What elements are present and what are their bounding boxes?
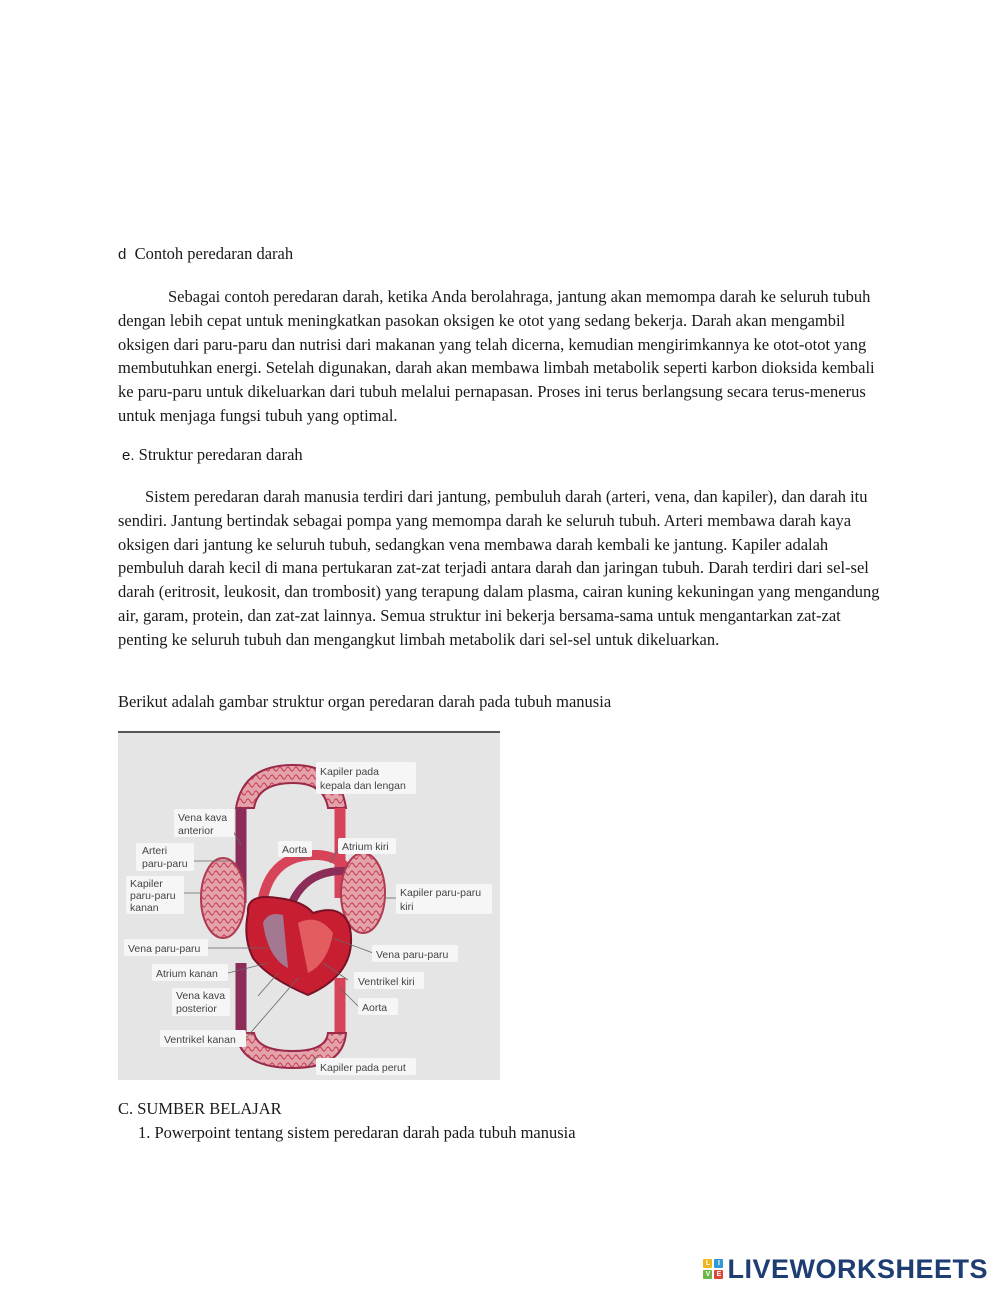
label-kapiler-kanan-2: paru-paru: [130, 890, 176, 902]
section-d-heading: [118, 243, 293, 266]
label-kapiler-kanan-1: Kapiler: [130, 878, 163, 890]
label-vena-paru-left: Vena paru-paru: [128, 943, 201, 955]
section-e-marker: e.: [122, 447, 135, 464]
label-vena-paru-right: Vena paru-paru: [376, 949, 449, 961]
circulatory-system-figure: [118, 731, 500, 1080]
section-d-title: Contoh peredaran darah: [134, 244, 294, 263]
label-kapiler-kanan-3: kanan: [130, 902, 159, 914]
label-vena-kava-anterior-2: anterior: [178, 825, 214, 837]
circulatory-diagram: [118, 733, 500, 1078]
right-lung-capillary: [201, 858, 245, 938]
label-aorta-bottom: Aorta: [362, 1002, 388, 1014]
label-ventrikel-kanan: Ventrikel kanan: [164, 1034, 236, 1046]
section-e-heading: [122, 444, 303, 467]
section-d-paragraph-block: [118, 285, 888, 428]
label-kapiler-kiri-2: kiri: [400, 901, 414, 913]
section-e-paragraph: Sistem peredaran darah manusia terdiri dari jantung, pembuluh darah (arteri, vena, dan kapiler), dan darah itu sendiri. Jantung bertindak sebagai pompa yang memompa darah ke seluruh tubuh. Arteri membawa darah kaya oksigen dari jantung ke seluruh tubuh, sedangkan vena membawa darah kembali ke jantung. Kapiler adalah pembuluh darah kecil di mana pertukaran zat-zat terjadi antara darah dan jaringan tubuh. Darah terdiri dari sel-sel darah (eritrosit, leukosit, dan trombosit) yang terapung dalam plasma, cairan kuning kekuningan yang mengandung air, garam, protein, dan zat-zat lainnya. Semua struktur ini bekerja bersama-sama untuk mengantarkan zat-zat penting ke seluruh tubuh dan mengangkut limbah metabolik dari sel-sel untuk dikeluarkan.: [118, 487, 880, 649]
logo-block-i: I: [714, 1259, 723, 1268]
label-ventrikel-kiri: Ventrikel kiri: [358, 976, 415, 988]
logo-blocks-icon: [703, 1259, 723, 1279]
logo-block-l: L: [703, 1259, 712, 1268]
liveworksheets-logo: [703, 1254, 988, 1284]
label-arteri-paru-2: paru-paru: [142, 858, 188, 870]
label-vena-kava-posterior-1: Vena kava: [176, 990, 226, 1002]
section-c-title: C. SUMBER BELAJAR: [118, 1099, 282, 1118]
label-vena-kava-anterior-1: Vena kava: [178, 812, 228, 824]
label-arteri-paru-1: Arteri: [142, 845, 168, 857]
section-e-title: Struktur peredaran darah: [138, 445, 303, 464]
logo-block-v: V: [703, 1270, 712, 1279]
label-atrium-kiri: Atrium kiri: [342, 841, 389, 853]
label-aorta-top: Aorta: [282, 844, 308, 856]
section-c-item-1: 1. Powerpoint tentang sistem peredaran darah pada tubuh manusia: [138, 1123, 576, 1142]
label-kapiler-perut: Kapiler pada perut: [320, 1062, 406, 1074]
label-atrium-kanan: Atrium kanan: [156, 968, 218, 980]
logo-block-e: E: [714, 1270, 723, 1279]
logo-wordmark: LIVEWORKSHEETS: [727, 1253, 988, 1284]
figure-caption: Berikut adalah gambar struktur organ peredaran darah pada tubuh manusia: [118, 692, 612, 711]
section-d-paragraph: Sebagai contoh peredaran darah, ketika Anda berolahraga, jantung akan memompa darah ke seluruh tubuh dengan lebih cepat untuk meningkatkan pasokan oksigen ke otot yang sedang bekerja. Darah akan mengambil oksigen dari paru-paru dan nutrisi dari makanan yang telah dicerna, kemudian mengirimkannya ke otot-otot yang membutuhkan energi. Setelah digunakan, darah akan membawa limbah metabolik seperti karbon dioksida kembali ke paru-paru untuk dikeluarkan dari tubuh melalui pernapasan. Proses ini terus berlangsung secara terus-menerus untuk menjaga fungsi tubuh yang optimal.: [118, 287, 875, 425]
label-kapiler-kepala-1: Kapiler pada: [320, 766, 379, 778]
label-vena-kava-posterior-2: posterior: [176, 1003, 217, 1015]
label-kapiler-kiri-1: Kapiler paru-paru: [400, 887, 482, 899]
section-d-marker: d: [118, 246, 127, 263]
label-kapiler-kepala-2: kepala dan lengan: [320, 780, 406, 792]
section-e-paragraph-block: [118, 485, 888, 652]
